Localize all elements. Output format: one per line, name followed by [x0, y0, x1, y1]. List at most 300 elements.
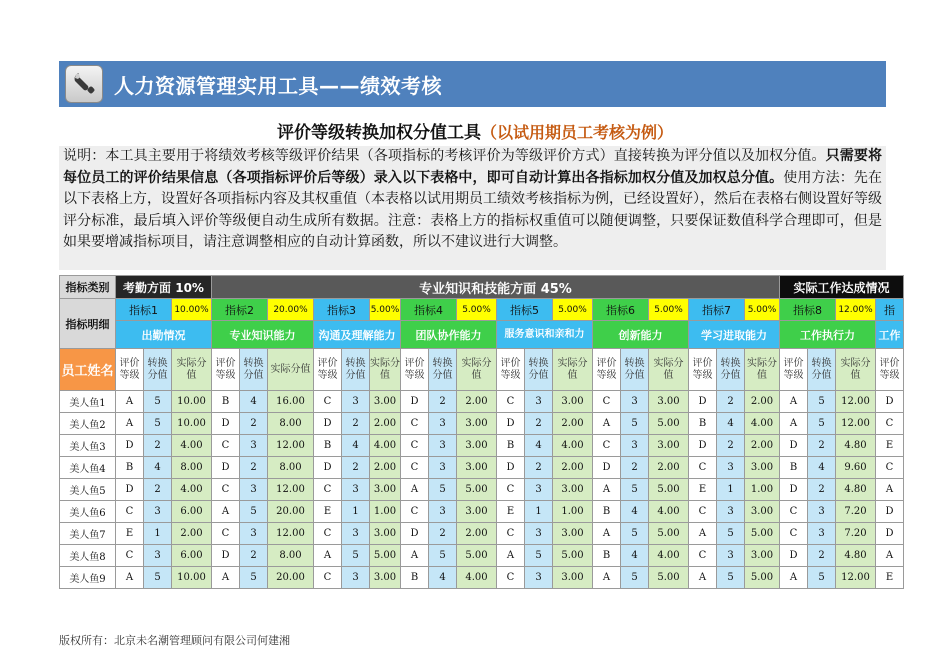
- wrench-icon: [65, 65, 103, 103]
- actual-score-cell: 3.00: [745, 457, 780, 479]
- grade-cell[interactable]: B: [116, 457, 144, 479]
- converted-score-cell: 3: [525, 523, 553, 545]
- grade-cell[interactable]: D: [689, 435, 717, 457]
- actual-score-cell: 3.00: [457, 413, 497, 435]
- table-row: [60, 567, 904, 589]
- grade-cell[interactable]: D: [212, 413, 240, 435]
- actual-score-cell: 3.00: [370, 479, 401, 501]
- grade-cell[interactable]: A: [593, 413, 621, 435]
- converted-score-cell: 3: [342, 391, 370, 413]
- converted-score-cell: 3: [429, 501, 457, 523]
- converted-score-cell: 2: [342, 413, 370, 435]
- converted-score-cell: 4: [717, 413, 745, 435]
- actual-score-cell: 4.00: [370, 435, 401, 457]
- grade-cell[interactable]: C: [497, 479, 525, 501]
- subheader-6-3: 实际分值: [649, 349, 689, 391]
- actual-score-cell: 2.00: [745, 391, 780, 413]
- grade-cell[interactable]: B: [689, 413, 717, 435]
- actual-score-cell: 4.00: [457, 567, 497, 589]
- converted-score-cell: 2: [621, 457, 649, 479]
- actual-score-cell: 3.00: [553, 523, 593, 545]
- grade-cell[interactable]: C: [497, 391, 525, 413]
- actual-score-cell: 2.00: [172, 523, 212, 545]
- page-title: [0, 118, 950, 143]
- indicator-8-label: 指标8: [780, 299, 836, 321]
- subheader-4-3: 实际分值: [457, 349, 497, 391]
- score-table: [59, 275, 904, 589]
- actual-score-cell: 7.20: [836, 501, 876, 523]
- actual-score-cell: 2.00: [553, 457, 593, 479]
- converted-score-cell: 4: [240, 391, 268, 413]
- indicator-7-label: 指标7: [689, 299, 745, 321]
- table-row: [60, 479, 904, 501]
- subheader-8-3: 实际分值: [836, 349, 876, 391]
- actual-score-cell: 3.00: [745, 545, 780, 567]
- indicator-9-label: 指: [876, 299, 904, 321]
- actual-score-cell: 3.00: [649, 391, 689, 413]
- converted-score-cell: 3: [808, 501, 836, 523]
- table-row: [60, 413, 904, 435]
- app-title: 人力资源管理实用工具——绩效考核: [114, 74, 442, 98]
- grade-cell[interactable]: C: [689, 457, 717, 479]
- converted-score-cell: 5: [808, 391, 836, 413]
- actual-score-cell: 3.00: [649, 435, 689, 457]
- grade-cell[interactable]: A: [401, 479, 429, 501]
- converted-score-cell: 1: [144, 523, 172, 545]
- grade-cell[interactable]: D: [116, 435, 144, 457]
- converted-score-cell: 3: [240, 479, 268, 501]
- actual-score-cell: 4.00: [172, 435, 212, 457]
- converted-score-cell: 5: [144, 567, 172, 589]
- grade-cell[interactable]: D: [212, 457, 240, 479]
- table-row: [60, 523, 904, 545]
- indicator-6-label: 指标6: [593, 299, 649, 321]
- indicator-4-name: 团队协作能力: [401, 321, 497, 349]
- actual-score-cell: 4.00: [745, 413, 780, 435]
- table-row: [60, 501, 904, 523]
- actual-score-cell: 8.00: [268, 457, 314, 479]
- converted-score-cell: 3: [621, 391, 649, 413]
- converted-score-cell: 3: [621, 435, 649, 457]
- converted-score-cell: 2: [525, 457, 553, 479]
- table-row: [60, 391, 904, 413]
- actual-score-cell: 4.00: [172, 479, 212, 501]
- converted-score-cell: 3: [429, 413, 457, 435]
- grade-cell[interactable]: A: [212, 567, 240, 589]
- description-box: [59, 146, 886, 270]
- grade-cell[interactable]: D: [876, 501, 904, 523]
- converted-score-cell: 4: [144, 457, 172, 479]
- grade-cell[interactable]: A: [780, 567, 808, 589]
- converted-score-cell: 5: [240, 567, 268, 589]
- grade-cell[interactable]: A: [593, 567, 621, 589]
- grade-cell[interactable]: B: [497, 435, 525, 457]
- converted-score-cell: 2: [717, 391, 745, 413]
- subheader-4-1: 评价等级: [401, 349, 429, 391]
- category-skills: 专业知识和技能方面 45%: [212, 276, 780, 299]
- actual-score-cell: 3.00: [370, 567, 401, 589]
- grade-cell[interactable]: A: [593, 479, 621, 501]
- employee-name[interactable]: 美人鱼4: [60, 457, 116, 479]
- actual-score-cell: 12.00: [268, 523, 314, 545]
- grade-cell[interactable]: D: [876, 523, 904, 545]
- actual-score-cell: 2.00: [553, 413, 593, 435]
- grade-cell[interactable]: C: [876, 413, 904, 435]
- converted-score-cell: 5: [621, 523, 649, 545]
- employee-name[interactable]: 美人鱼6: [60, 501, 116, 523]
- converted-score-cell: 2: [429, 523, 457, 545]
- grade-cell[interactable]: E: [497, 501, 525, 523]
- grade-cell[interactable]: A: [116, 413, 144, 435]
- actual-score-cell: 12.00: [836, 413, 876, 435]
- actual-score-cell: 6.00: [172, 545, 212, 567]
- grade-cell[interactable]: C: [212, 523, 240, 545]
- indicator-6-name: 创新能力: [593, 321, 689, 349]
- subheader-7-1: 评价等级: [689, 349, 717, 391]
- actual-score-cell: 3.00: [457, 501, 497, 523]
- actual-score-cell: 20.00: [268, 567, 314, 589]
- indicator-4-label: 指标4: [401, 299, 457, 321]
- converted-score-cell: 2: [429, 391, 457, 413]
- subheader-6-1: 评价等级: [593, 349, 621, 391]
- converted-score-cell: 4: [342, 435, 370, 457]
- actual-score-cell: 8.00: [268, 545, 314, 567]
- grade-cell[interactable]: C: [593, 391, 621, 413]
- converted-score-cell: 3: [342, 567, 370, 589]
- indicator-8-name: 工作执行力: [780, 321, 876, 349]
- converted-score-cell: 4: [621, 501, 649, 523]
- subheader-1-3: 实际分值: [172, 349, 212, 391]
- grade-cell[interactable]: D: [497, 413, 525, 435]
- grade-cell[interactable]: D: [401, 523, 429, 545]
- actual-score-cell: 4.80: [836, 545, 876, 567]
- actual-score-cell: 3.00: [553, 479, 593, 501]
- converted-score-cell: 3: [808, 523, 836, 545]
- actual-score-cell: 3.00: [457, 457, 497, 479]
- grade-cell[interactable]: C: [401, 501, 429, 523]
- description-p1: 说明：本工具主要用于将绩效考核等级评价结果（各项指标的考核评价为等级评价方式）直接转换为评分值以及加权分值。: [63, 148, 826, 164]
- description-p2: 只需要将每位员工的评价结果信息（各项指标评价后等级）录入以下表格中，即可自动计算出各指标加权分值及加权总分值。: [63, 148, 883, 186]
- converted-score-cell: 2: [144, 435, 172, 457]
- grade-cell[interactable]: A: [116, 567, 144, 589]
- actual-score-cell: 5.00: [370, 545, 401, 567]
- grade-cell[interactable]: A: [876, 545, 904, 567]
- grade-cell[interactable]: C: [497, 523, 525, 545]
- subheader-8-2: 转换分值: [808, 349, 836, 391]
- converted-score-cell: 3: [342, 479, 370, 501]
- grade-cell[interactable]: C: [116, 501, 144, 523]
- description-p3: 使用方法：先在以下表格上方，设置好各项指标内容及其权重值（本表格以试用期员工绩效考核指标为例，已经设置好），然后在表格右侧设置好等级评分标准，最后填入评价等级便自动生成所有数据。注意：表格上方的指标权重值可以随便调整，只要保证数值科学合理即可，但是如果要增减指标项目，请注意调整相应的自动计算函数，所以不建议进行大调整。: [63, 169, 883, 251]
- converted-score-cell: 4: [621, 545, 649, 567]
- title-main: 评价等级转换加权分值工具: [276, 123, 481, 143]
- grade-cell[interactable]: E: [116, 523, 144, 545]
- subheader-3-2: 转换分值: [342, 349, 370, 391]
- grade-cell[interactable]: B: [314, 435, 342, 457]
- table-row: [60, 545, 904, 567]
- employee-name[interactable]: 美人鱼3: [60, 435, 116, 457]
- indicator-7-weight[interactable]: 5.00%: [745, 299, 780, 321]
- actual-score-cell: 8.00: [172, 457, 212, 479]
- converted-score-cell: 5: [144, 413, 172, 435]
- actual-score-cell: 1.00: [553, 501, 593, 523]
- grade-cell[interactable]: A: [593, 523, 621, 545]
- employee-name[interactable]: 美人鱼2: [60, 413, 116, 435]
- grade-cell[interactable]: D: [314, 457, 342, 479]
- employee-name-header: 员工姓名: [60, 349, 116, 391]
- grade-cell[interactable]: D: [593, 457, 621, 479]
- subheader-7-2: 转换分值: [717, 349, 745, 391]
- grade-cell[interactable]: A: [497, 545, 525, 567]
- indicator-3-name: 沟通及理解能力: [314, 321, 401, 349]
- actual-score-cell: 5.00: [649, 413, 689, 435]
- converted-score-cell: 1: [525, 501, 553, 523]
- grade-cell[interactable]: D: [212, 545, 240, 567]
- converted-score-cell: 3: [717, 545, 745, 567]
- actual-score-cell: 9.60: [836, 457, 876, 479]
- converted-score-cell: 3: [525, 567, 553, 589]
- grade-cell[interactable]: C: [780, 501, 808, 523]
- actual-score-cell: 3.00: [370, 523, 401, 545]
- grade-cell[interactable]: A: [116, 391, 144, 413]
- grade-cell[interactable]: A: [401, 545, 429, 567]
- grade-cell[interactable]: C: [689, 545, 717, 567]
- employee-name[interactable]: 美人鱼1: [60, 391, 116, 413]
- actual-score-cell: 7.20: [836, 523, 876, 545]
- subheader-3-3: 实际分值: [370, 349, 401, 391]
- actual-score-cell: 5.00: [649, 567, 689, 589]
- converted-score-cell: 1: [717, 479, 745, 501]
- indicator-3-weight[interactable]: 5.00%: [370, 299, 401, 321]
- grade-cell[interactable]: B: [780, 457, 808, 479]
- actual-score-cell: 10.00: [172, 567, 212, 589]
- grade-cell[interactable]: C: [212, 479, 240, 501]
- header-banner: [59, 61, 886, 107]
- grade-cell[interactable]: C: [314, 567, 342, 589]
- grade-cell[interactable]: D: [314, 413, 342, 435]
- actual-score-cell: 1.00: [370, 501, 401, 523]
- indicator-1-label: 指标1: [116, 299, 172, 321]
- actual-score-cell: 12.00: [836, 391, 876, 413]
- actual-score-cell: 12.00: [268, 435, 314, 457]
- category-attendance: 考勤方面 10%: [116, 276, 212, 299]
- converted-score-cell: 4: [429, 567, 457, 589]
- grade-cell[interactable]: C: [314, 391, 342, 413]
- grade-cell[interactable]: C: [401, 413, 429, 435]
- converted-score-cell: 5: [717, 567, 745, 589]
- actual-score-cell: 2.00: [649, 457, 689, 479]
- indicator-2-label: 指标2: [212, 299, 268, 321]
- grade-cell[interactable]: A: [212, 501, 240, 523]
- indicator-1-weight[interactable]: 10.00%: [172, 299, 212, 321]
- actual-score-cell: 3.00: [553, 391, 593, 413]
- actual-score-cell: 5.00: [553, 545, 593, 567]
- actual-score-cell: 1.00: [745, 479, 780, 501]
- converted-score-cell: 5: [144, 391, 172, 413]
- grade-cell[interactable]: B: [593, 501, 621, 523]
- grade-cell[interactable]: C: [314, 479, 342, 501]
- grade-cell[interactable]: E: [876, 435, 904, 457]
- converted-score-cell: 5: [429, 479, 457, 501]
- subheader-1-1: 评价等级: [116, 349, 144, 391]
- grade-cell[interactable]: C: [401, 435, 429, 457]
- actual-score-cell: 5.00: [745, 567, 780, 589]
- converted-score-cell: 2: [808, 545, 836, 567]
- grade-cell[interactable]: C: [593, 435, 621, 457]
- converted-score-cell: 2: [240, 545, 268, 567]
- actual-score-cell: 2.00: [457, 523, 497, 545]
- converted-score-cell: 1: [342, 501, 370, 523]
- indicator-2-weight[interactable]: 20.00%: [268, 299, 314, 321]
- converted-score-cell: 3: [717, 457, 745, 479]
- grade-cell[interactable]: E: [876, 567, 904, 589]
- grade-cell[interactable]: C: [212, 435, 240, 457]
- subheader-6-2: 转换分值: [621, 349, 649, 391]
- grade-cell[interactable]: E: [314, 501, 342, 523]
- grade-cell[interactable]: D: [497, 457, 525, 479]
- subheader-5-2: 转换分值: [525, 349, 553, 391]
- subheader-2-3: 实际分值: [268, 349, 314, 391]
- grade-cell[interactable]: B: [593, 545, 621, 567]
- indicator-3-label: 指标3: [314, 299, 370, 321]
- actual-score-cell: 5.00: [457, 479, 497, 501]
- converted-score-cell: 2: [240, 413, 268, 435]
- subheader-7-3: 实际分值: [745, 349, 780, 391]
- actual-score-cell: 8.00: [268, 413, 314, 435]
- actual-score-cell: 4.00: [553, 435, 593, 457]
- subheader-1-2: 转换分值: [144, 349, 172, 391]
- actual-score-cell: 2.00: [370, 457, 401, 479]
- subheader-2-2: 转换分值: [240, 349, 268, 391]
- employee-name[interactable]: 美人鱼5: [60, 479, 116, 501]
- actual-score-cell: 12.00: [268, 479, 314, 501]
- grade-cell[interactable]: C: [780, 523, 808, 545]
- actual-score-cell: 3.00: [457, 435, 497, 457]
- grade-cell[interactable]: D: [876, 391, 904, 413]
- actual-score-cell: 2.00: [457, 391, 497, 413]
- grade-cell[interactable]: A: [876, 479, 904, 501]
- converted-score-cell: 3: [717, 501, 745, 523]
- category-work: 实际工作达成情况: [780, 276, 904, 299]
- actual-score-cell: 4.00: [649, 501, 689, 523]
- actual-score-cell: 5.00: [649, 523, 689, 545]
- grade-cell[interactable]: C: [401, 457, 429, 479]
- actual-score-cell: 4.80: [836, 479, 876, 501]
- converted-score-cell: 5: [525, 545, 553, 567]
- grade-cell[interactable]: A: [689, 567, 717, 589]
- copyright-footer: 版权所有：北京未名潮管理顾问有限公司何建湘: [59, 634, 290, 647]
- converted-score-cell: 5: [717, 523, 745, 545]
- converted-score-cell: 2: [144, 479, 172, 501]
- grade-cell[interactable]: C: [689, 501, 717, 523]
- grade-cell[interactable]: A: [314, 545, 342, 567]
- grade-cell[interactable]: B: [212, 391, 240, 413]
- converted-score-cell: 4: [808, 457, 836, 479]
- converted-score-cell: 5: [808, 567, 836, 589]
- indicator-6-weight[interactable]: 5.00%: [649, 299, 689, 321]
- converted-score-cell: 5: [342, 545, 370, 567]
- table-row: [60, 435, 904, 457]
- indicator-7-name: 学习进取能力: [689, 321, 780, 349]
- converted-score-cell: 3: [525, 391, 553, 413]
- actual-score-cell: 5.00: [649, 479, 689, 501]
- actual-score-cell: 10.00: [172, 413, 212, 435]
- indicator-2-name: 专业知识能力: [212, 321, 314, 349]
- employee-name[interactable]: 美人鱼7: [60, 523, 116, 545]
- converted-score-cell: 3: [144, 501, 172, 523]
- grade-cell[interactable]: D: [116, 479, 144, 501]
- employee-name[interactable]: 美人鱼8: [60, 545, 116, 567]
- indicator-8-weight[interactable]: 12.00%: [836, 299, 876, 321]
- grade-cell[interactable]: D: [401, 391, 429, 413]
- subheader-2-1: 评价等级: [212, 349, 240, 391]
- grade-cell[interactable]: E: [689, 479, 717, 501]
- grade-cell[interactable]: A: [780, 413, 808, 435]
- actual-score-cell: 2.00: [745, 435, 780, 457]
- converted-score-cell: 3: [525, 479, 553, 501]
- grade-cell[interactable]: D: [780, 435, 808, 457]
- converted-score-cell: 3: [240, 435, 268, 457]
- actual-score-cell: 3.00: [370, 391, 401, 413]
- converted-score-cell: 2: [342, 457, 370, 479]
- grade-cell[interactable]: D: [780, 545, 808, 567]
- converted-score-cell: 5: [808, 413, 836, 435]
- converted-score-cell: 4: [525, 435, 553, 457]
- indicator-9-name: 工作: [876, 321, 904, 349]
- subheader-5-3: 实际分值: [553, 349, 593, 391]
- category-row-label: 指标类别: [60, 276, 116, 299]
- actual-score-cell: 3.00: [553, 567, 593, 589]
- grade-cell[interactable]: C: [314, 523, 342, 545]
- subheader-3-1: 评价等级: [314, 349, 342, 391]
- indicator-4-weight[interactable]: 5.00%: [457, 299, 497, 321]
- subheader-8-1: 评价等级: [780, 349, 808, 391]
- indicator-1-name: 出勤情况: [116, 321, 212, 349]
- grade-cell[interactable]: C: [116, 545, 144, 567]
- grade-cell[interactable]: A: [689, 523, 717, 545]
- subheader-4-2: 转换分值: [429, 349, 457, 391]
- actual-score-cell: 4.80: [836, 435, 876, 457]
- converted-score-cell: 5: [621, 413, 649, 435]
- detail-row-label: 指标明细: [60, 299, 116, 349]
- converted-score-cell: 2: [240, 457, 268, 479]
- actual-score-cell: 16.00: [268, 391, 314, 413]
- indicator-5-label: 指标5: [497, 299, 553, 321]
- grade-cell[interactable]: C: [876, 457, 904, 479]
- grade-cell[interactable]: D: [689, 391, 717, 413]
- converted-score-cell: 5: [621, 479, 649, 501]
- employee-name[interactable]: 美人鱼9: [60, 567, 116, 589]
- subheader-9-1: 评价等级: [876, 349, 904, 391]
- actual-score-cell: 10.00: [172, 391, 212, 413]
- actual-score-cell: 2.00: [370, 413, 401, 435]
- grade-cell[interactable]: D: [780, 479, 808, 501]
- converted-score-cell: 5: [429, 545, 457, 567]
- converted-score-cell: 5: [240, 501, 268, 523]
- table-row: [60, 457, 904, 479]
- actual-score-cell: 12.00: [836, 567, 876, 589]
- grade-cell[interactable]: B: [401, 567, 429, 589]
- converted-score-cell: 3: [429, 435, 457, 457]
- grade-cell[interactable]: C: [497, 567, 525, 589]
- indicator-5-name: 服务意识和亲和力: [497, 321, 593, 349]
- converted-score-cell: 3: [240, 523, 268, 545]
- indicator-5-weight[interactable]: 5.00%: [553, 299, 593, 321]
- converted-score-cell: 2: [808, 435, 836, 457]
- converted-score-cell: 2: [808, 479, 836, 501]
- grade-cell[interactable]: A: [780, 391, 808, 413]
- actual-score-cell: 20.00: [268, 501, 314, 523]
- converted-score-cell: 3: [342, 523, 370, 545]
